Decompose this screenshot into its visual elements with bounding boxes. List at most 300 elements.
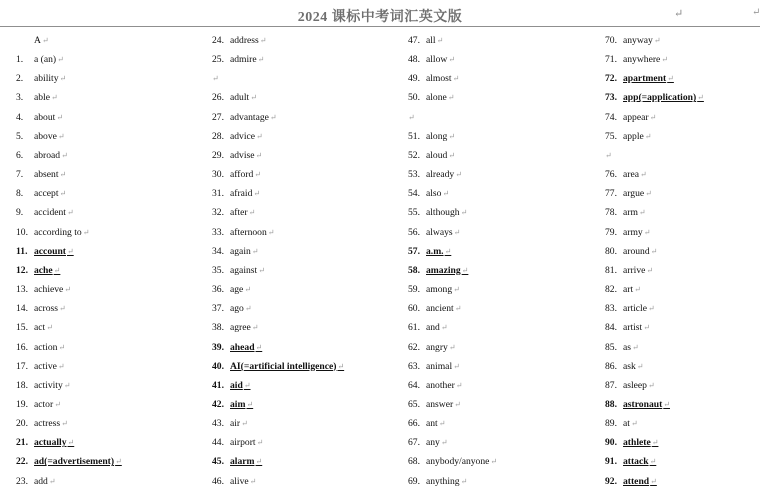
entry-number: 40. [212,360,224,372]
entry-word-text: aid [230,379,243,391]
entry-number: 35. [212,264,224,276]
entry-word [230,472,256,491]
entry-word-text: ahead [230,341,255,353]
paragraph-mark-icon: ↵ [453,227,461,237]
entry-word-text: ancient [426,303,454,315]
paragraph-mark-icon: ↵ [632,342,639,352]
vocab-entry [16,395,201,414]
entry-number: 71. [605,54,617,66]
entry-number: 38. [212,322,224,334]
paragraph-mark-icon: ↵ [697,93,704,103]
entry-word-text: although [426,207,460,219]
entry-word [426,223,460,242]
vocab-entry [212,108,397,127]
vocab-entry [408,376,593,395]
paragraph-mark-icon: ↵ [408,112,415,122]
paragraph-mark-icon: ↵ [251,323,259,333]
entry-word-text: any [426,437,440,449]
entry-number: 51. [408,130,420,142]
paragraph-mark-icon: ↵ [246,399,254,409]
entry-word-text: accept [34,188,59,200]
entry-word-text: actually [34,437,67,449]
entry-number: 53. [408,169,420,181]
entry-number: 72. [605,73,617,85]
entry-word-text: anything [426,475,460,487]
entry-word [230,165,261,184]
vocab-entry [605,203,760,222]
entry-number: 43. [212,418,224,430]
entry-word [34,357,65,376]
entry-word-text: attend [623,475,650,487]
entry-word [623,88,704,107]
vocab-entry [16,242,201,261]
entry-word-text: always [426,226,453,238]
entry-word [623,452,656,471]
paragraph-mark-icon: ↵ [461,265,469,275]
paragraph-mark-icon: ↵ [256,438,264,448]
entry-word [230,108,277,127]
vocab-entry [16,184,201,203]
entry-word-text: accident [34,207,66,219]
entry-word-text: apartment [623,73,667,85]
entry-number: 3. [16,92,24,104]
entry-number: 52. [408,149,420,161]
vocab-entry [212,452,397,471]
entry-word [230,433,263,452]
entry-word [34,108,63,127]
entry-word-text: around [623,245,650,257]
entry-word [34,376,70,395]
entry-word [230,395,253,414]
paragraph-mark-icon: ↵ [630,419,638,429]
entry-word [34,242,74,261]
entry-word [426,376,462,395]
paragraph-mark-icon: ↵ [448,150,456,160]
vocab-entry [16,472,201,491]
vocab-entry [605,127,760,146]
entry-word [623,280,641,299]
entry-word-text: absent [34,169,59,181]
paragraph-mark-icon: ↵ [66,246,74,256]
entry-number: 58. [408,264,420,276]
entry-word-text: adult [230,92,250,104]
vocab-entry [408,338,593,357]
paragraph-mark-icon: ↵ [48,476,56,486]
paragraph-mark-icon: ↵ [66,208,74,218]
paragraph-mark-icon: ↵ [259,36,267,45]
entry-number: 36. [212,284,224,296]
vocab-entry [16,318,201,337]
vocab-entry [212,299,397,318]
paragraph-mark-icon: ↵ [667,74,674,84]
paragraph-mark-icon: ↵ [453,361,460,371]
entry-number: 24. [212,35,224,46]
entry-word-text: astronaut [623,398,663,410]
vocab-entry [16,165,201,184]
entry-number: 78. [605,207,617,219]
paragraph-mark-icon: ↵ [455,170,462,180]
entry-word [426,146,455,165]
vocab-entry [408,299,593,318]
vocab-entry [212,203,397,222]
entry-word [34,127,65,146]
paragraph-mark-icon: ↵ [337,361,345,371]
entry-number: 61. [408,322,420,334]
entry-number: 39. [212,341,224,353]
entry-word-text: all [426,35,436,46]
entry-number: 26. [212,92,224,104]
paragraph-mark-icon: ↵ [255,457,263,467]
entry-number: 66. [408,418,420,430]
entry-word [230,299,252,318]
paragraph-mark-icon: ↵ [269,112,277,122]
entry-word-text: across [34,303,58,315]
entry-number: 68. [408,456,420,468]
entry-word-text: alarm [230,456,255,468]
paragraph-mark-icon: ↵ [440,323,448,333]
blank-line [212,69,397,88]
paragraph-mark-icon: ↵ [258,265,265,275]
entry-number: 21. [16,437,28,449]
entry-number: 81. [605,264,617,276]
paragraph-mark-icon: ↵ [447,93,455,103]
entry-word-text: appear [623,111,649,123]
entry-word [34,261,60,280]
paragraph-mark-icon: ↵ [82,227,90,237]
entry-word [230,127,263,146]
paragraph-mark-icon: ↵ [663,399,670,409]
word-column-4 [605,31,760,491]
entry-word-text: actor [34,398,54,410]
entry-word-text: ago [230,303,244,315]
word-column-2 [212,31,397,491]
vocab-entry [408,146,593,165]
entry-number: 25. [212,54,224,66]
entry-number: 23. [16,475,28,487]
entry-word [426,357,460,376]
entry-word [34,414,68,433]
paragraph-mark-icon: ↵ [243,380,251,390]
paragraph-mark-icon: ↵ [249,476,257,486]
entry-word [623,318,650,337]
entry-word [623,108,656,127]
paragraph-mark-icon: ↵ [752,7,760,18]
paragraph-mark-icon: ↵ [490,457,498,467]
entry-word [34,146,68,165]
entry-word-text: apple [623,130,644,142]
entry-word-text: A [34,35,41,46]
entry-word-text: add [34,475,48,487]
entry-word-text: amazing [426,264,461,276]
entry-word-text: answer [426,398,454,410]
entry-word-text: according to [34,226,82,238]
entry-word-text: also [426,188,442,200]
entry-word-text: along [426,130,448,142]
paragraph-mark-icon: ↵ [267,227,275,237]
entry-word [34,452,122,471]
paragraph-mark-icon: ↵ [650,246,658,256]
entry-word [623,472,657,491]
entry-word [230,280,251,299]
entry-word-text: able [34,92,50,104]
entry-word [34,338,65,357]
paragraph-mark-icon: ↵ [115,457,122,467]
entry-number: 74. [605,111,617,123]
entry-word [34,203,74,222]
entry-word-text: and [426,322,440,334]
vocab-entry [605,261,760,280]
entry-number: 83. [605,303,617,315]
paragraph-mark-icon: ↵ [53,265,61,275]
vocab-entry [605,165,760,184]
vocab-entry [605,108,760,127]
entry-word [623,433,658,452]
paragraph-mark-icon: ↵ [460,476,468,486]
entry-word [230,88,257,107]
vocab-entry [212,242,397,261]
vocab-entry [408,69,593,88]
paragraph-mark-icon: ↵ [254,170,261,180]
vocab-entry [16,376,201,395]
entry-word-text: account [34,245,66,257]
vocab-entry [212,127,397,146]
vocab-entry [408,452,593,471]
entry-number: 63. [408,360,420,372]
entry-number: 2. [16,73,24,85]
entry-number: 1. [16,54,24,66]
entry-word [623,261,653,280]
entry-word [623,414,638,433]
entry-word-text: art [623,284,634,296]
entry-number: 67. [408,437,420,449]
paragraph-mark-icon: ↵ [241,419,248,429]
entry-word [230,146,262,165]
entry-word [426,127,455,146]
entry-word [230,376,251,395]
entry-word-text: above [34,130,57,142]
paragraph-mark-icon: ↵ [244,285,252,295]
entry-word-text: agree [230,322,251,334]
paragraph-mark-icon: ↵ [454,304,462,314]
vocab-entry [605,88,760,107]
vocab-entry [408,127,593,146]
vocab-entry [212,338,397,357]
paragraph-mark-icon: ↵ [256,131,263,141]
entry-word-text: about [34,111,56,123]
entry-word-text: air [230,418,241,430]
entry-word [34,433,74,452]
entry-word [426,69,459,88]
entry-number: 37. [212,303,224,315]
paragraph-mark-icon: ↵ [257,55,265,65]
vocab-entry [605,376,760,395]
entry-word-text: age [230,284,244,296]
vocab-entry [16,223,201,242]
paragraph-mark-icon: ↵ [605,150,612,160]
paragraph-mark-icon: ↵ [212,74,219,84]
paragraph-mark-icon: ↵ [438,419,446,429]
entry-word-text: ad(=advertisement) [34,456,115,468]
paragraph-mark-icon: ↵ [67,438,75,448]
entry-number: 50. [408,92,420,104]
entry-number: 49. [408,73,420,85]
entry-word [426,165,462,184]
vocab-entry [212,376,397,395]
entry-number: 90. [605,437,617,449]
entry-word [34,31,49,50]
entry-word-text: a.m. [426,245,444,257]
entry-word-text: athlete [623,437,651,449]
vocab-entry [408,472,593,491]
entry-word [426,203,467,222]
vocab-entry [408,88,593,107]
paragraph-mark-icon: ↵ [444,246,452,256]
entry-number: 60. [408,303,420,315]
word-column-3 [408,31,593,491]
entry-word-text: activity [34,379,63,391]
entry-word [230,338,262,357]
entry-word [623,376,655,395]
paragraph-mark-icon: ↵ [639,170,647,180]
entry-word-text: achieve [34,284,64,296]
entry-word-text: another [426,379,455,391]
entry-word [34,165,66,184]
entry-word-text: advise [230,149,255,161]
paragraph-mark-icon: ↵ [56,112,64,122]
entry-number: 84. [605,322,617,334]
entry-word [230,318,258,337]
entry-word-text: afternoon [230,226,267,238]
entry-word [426,184,449,203]
entry-word-text: afraid [230,188,253,200]
entry-word [426,318,448,337]
entry-word [230,31,266,50]
entry-number: 7. [16,169,24,181]
entry-word-text: asleep [623,379,647,391]
paragraph-mark-icon: ↵ [251,246,259,256]
vocab-entry [16,31,201,50]
paragraph-mark-icon: ↵ [651,438,659,448]
entry-number: 64. [408,379,420,391]
entry-number: 65. [408,398,420,410]
entry-number: 20. [16,418,28,430]
entry-word [623,223,650,242]
vocab-entry [16,414,201,433]
entry-number: 89. [605,418,617,430]
paragraph-mark-icon: ↵ [647,304,655,314]
blank-line [408,108,593,127]
entry-word-text: after [230,207,248,219]
entry-number: 62. [408,341,420,353]
entry-word-text: advantage [230,111,269,123]
entry-word-text: again [230,245,251,257]
entry-word-text: angry [426,341,448,353]
vocab-entry [408,165,593,184]
paragraph-mark-icon: ↵ [661,55,668,65]
page-title: 2024 课标中考词汇英文版 [297,10,463,25]
entry-number: 85. [605,341,617,353]
paragraph-mark-icon: ↵ [61,150,68,160]
entry-word [623,357,644,376]
vocab-entry [605,395,760,414]
entry-word-text: anyway [623,35,653,46]
entry-word [34,318,53,337]
entry-word [426,261,468,280]
entry-word-text: ability [34,73,59,85]
entry-word [623,69,674,88]
entry-number: 8. [16,188,24,200]
paragraph-mark-icon: ↵ [57,55,64,65]
entry-word [230,242,258,261]
entry-word-text: aim [230,398,246,410]
vocab-entry [605,223,760,242]
entry-word-text: already [426,169,455,181]
entry-number: 73. [605,92,617,104]
vocab-entry [212,414,397,433]
paragraph-mark-icon: ↵ [644,131,652,141]
entry-word-text: arrive [623,264,646,276]
vocab-entry [605,452,760,471]
entry-word-text: at [623,418,630,430]
entry-number: 13. [16,284,28,296]
vocab-entry [605,31,760,50]
vocab-entry [605,242,760,261]
vocab-entry [408,242,593,261]
paragraph-mark-icon: ↵ [59,170,67,180]
entry-word [623,165,647,184]
paragraph-mark-icon: ↵ [650,476,657,486]
entry-word [426,452,497,471]
vocab-entry [212,280,397,299]
entry-word [230,50,264,69]
entry-number: 32. [212,207,224,219]
entry-word-text: among [426,284,453,296]
vocab-entry [16,261,201,280]
entry-word-text: action [34,341,58,353]
paragraph-mark-icon: ↵ [455,380,463,390]
paragraph-mark-icon: ↵ [46,323,53,333]
paragraph-mark-icon: ↵ [436,36,444,45]
entry-word [34,184,66,203]
vocab-entry [212,433,397,452]
vocab-entry [408,395,593,414]
vocab-entry [605,318,760,337]
entry-number: 91. [605,456,617,468]
entry-number: 14. [16,303,28,315]
vocab-entry [605,69,760,88]
vocab-entry [605,357,760,376]
entry-number: 75. [605,130,617,142]
entry-word [34,395,61,414]
entry-word-text: a (an) [34,54,57,66]
vocab-entry [605,299,760,318]
entry-word [623,338,639,357]
vocab-entry [408,414,593,433]
entry-word-text: attack [623,456,649,468]
entry-word-text: allow [426,54,448,66]
entry-number: 45. [212,456,224,468]
vocab-entry [16,280,201,299]
entry-word-text: abroad [34,149,61,161]
entry-word [34,50,64,69]
paragraph-mark-icon: ↵ [647,380,655,390]
entry-word-text: advice [230,130,256,142]
paragraph-mark-icon: ↵ [448,55,456,65]
entry-number: 29. [212,149,224,161]
entry-word-text: actress [34,418,61,430]
entry-number: 28. [212,130,224,142]
entry-word-text: as [623,341,631,353]
